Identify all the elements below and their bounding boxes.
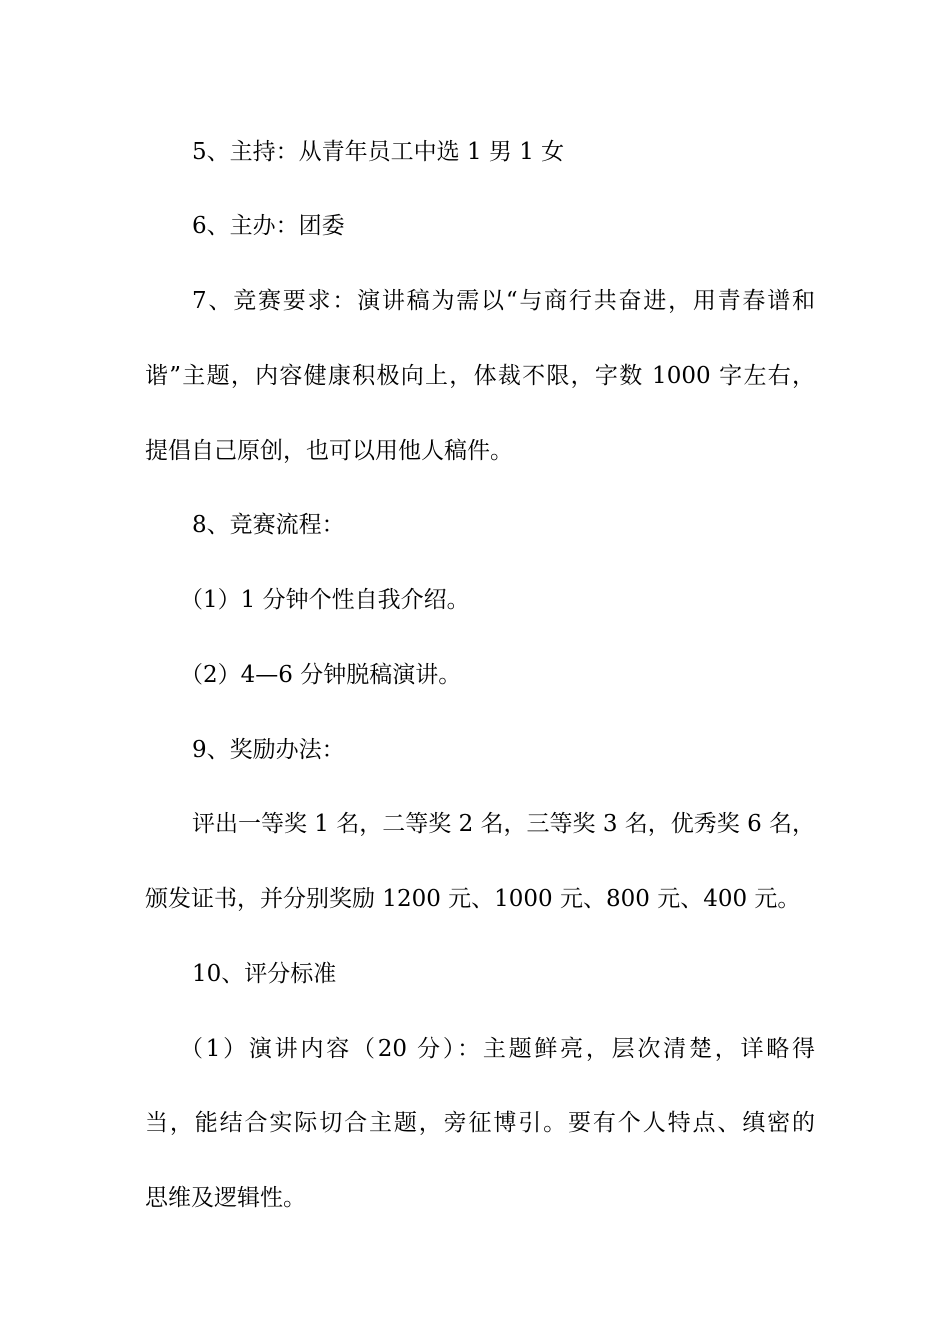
awards-line-1: 评出一等奖 1 名，二等奖 2 名，三等奖 3 名，优秀奖 6 名， xyxy=(192,811,816,837)
scoring-criteria-line-1: （1）演讲内容（20 分）：主题鲜亮，层次清楚，详略得 xyxy=(180,1036,815,1062)
item-7-requirements-line-3: 提倡自己原创，也可以用他人稿件。 xyxy=(145,438,513,464)
item-9-awards-heading: 9、奖励办法： xyxy=(192,737,345,763)
process-step-1: （1）1 分钟个性自我介绍。 xyxy=(180,587,470,613)
item-8-process-heading: 8、竞赛流程： xyxy=(192,512,345,538)
scoring-criteria-line-2: 当，能结合实际切合主题，旁征博引。要有个人特点、缜密的 xyxy=(145,1110,815,1136)
item-7-requirements-line-1: 7、竞赛要求：演讲稿为需以“与商行共奋进，用青春谱和 xyxy=(192,288,815,314)
awards-line-2: 颁发证书，并分别奖励 1200 元、1000 元、800 元、400 元。 xyxy=(145,886,801,912)
process-step-2: （2）4—6 分钟脱稿演讲。 xyxy=(180,662,462,688)
item-5-host: 5、主持：从青年员工中选 1 男 1 女 xyxy=(192,139,565,165)
item-6-organizer: 6、主办：团委 xyxy=(192,213,345,239)
item-7-requirements-line-2: 谐”主题，内容健康积极向上，体裁不限，字数 1000 字左右， xyxy=(145,363,815,389)
item-10-scoring-heading: 10、评分标准 xyxy=(192,961,337,987)
scoring-criteria-line-3: 思维及逻辑性。 xyxy=(145,1185,306,1211)
